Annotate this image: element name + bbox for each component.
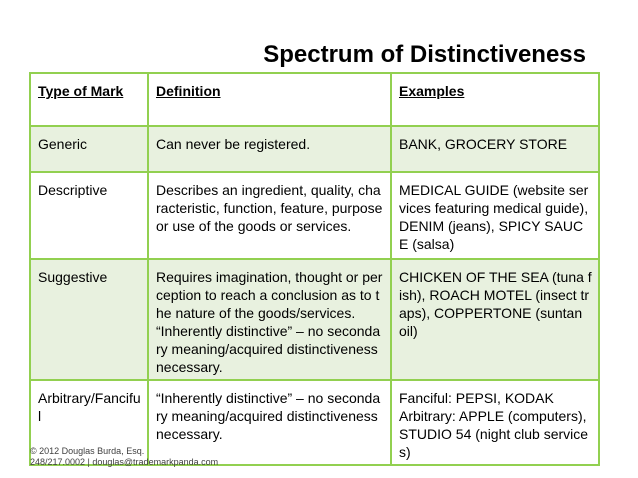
header-definition: Definition <box>148 73 391 126</box>
cell-examples-generic <box>391 126 599 172</box>
cell-type-arbitrary-fanciful: Arbitrary/Fanciful <box>30 380 148 465</box>
cell-examples-descriptive <box>391 172 599 259</box>
cell-examples-arbitrary-fanciful <box>391 380 599 465</box>
header-type-of-mark: Type of Mark <box>30 73 148 126</box>
table-row-suggestive <box>30 259 599 380</box>
definition-text: Can never be registered. <box>156 136 311 152</box>
cell-definition-descriptive <box>148 172 391 259</box>
copyright-text: © 2012 Douglas Burda, Esq. <box>30 446 145 456</box>
cell-type-descriptive: Descriptive <box>30 172 148 259</box>
table-row-generic <box>30 126 599 172</box>
table-row-descriptive <box>30 172 599 259</box>
examples-text: BANK, GROCERY STORE <box>399 136 568 152</box>
contact-text: 248/217.0002 | douglas@trademarkpanda.com <box>30 457 219 467</box>
examples-text: CHICKEN OF THE SEA (tuna fish), ROACH MOTEL (insect traps), COPPERTONE (suntan oil) <box>399 269 592 339</box>
cell-examples-suggestive <box>391 259 599 380</box>
definition-text: “Inherently distinctive” – no secondary meaning/acquired distinctiveness necessary. <box>156 323 381 375</box>
slide-title: Spectrum of Distinctiveness <box>263 41 586 68</box>
cell-definition-generic <box>148 126 391 172</box>
distinctiveness-table <box>29 72 600 466</box>
footer <box>30 446 218 468</box>
table-header-row <box>30 73 599 126</box>
examples-text: MEDICAL GUIDE (website services featuring medical guide), DENIM (jeans), SPICY SAUCE (salsa) <box>399 182 589 252</box>
definition-text: “Inherently distinctive” – no secondary meaning/acquired distinctiveness necessary. <box>156 390 381 442</box>
header-examples: Examples <box>391 73 599 126</box>
definition-text: Requires imagination, thought or perception to reach a conclusion as to the nature of the goods/services. <box>156 269 383 321</box>
cell-definition-suggestive <box>148 259 391 380</box>
examples-text: Fanciful: PEPSI, KODAK <box>399 390 554 406</box>
examples-text: Arbitrary: APPLE (computers), STUDIO 54 (night club services) <box>399 408 589 460</box>
cell-type-generic: Generic <box>30 126 148 172</box>
definition-text: Describes an ingredient, quality, characteristic, function, feature, purpose or use of the goods or services. <box>156 182 383 234</box>
cell-type-suggestive: Suggestive <box>30 259 148 380</box>
